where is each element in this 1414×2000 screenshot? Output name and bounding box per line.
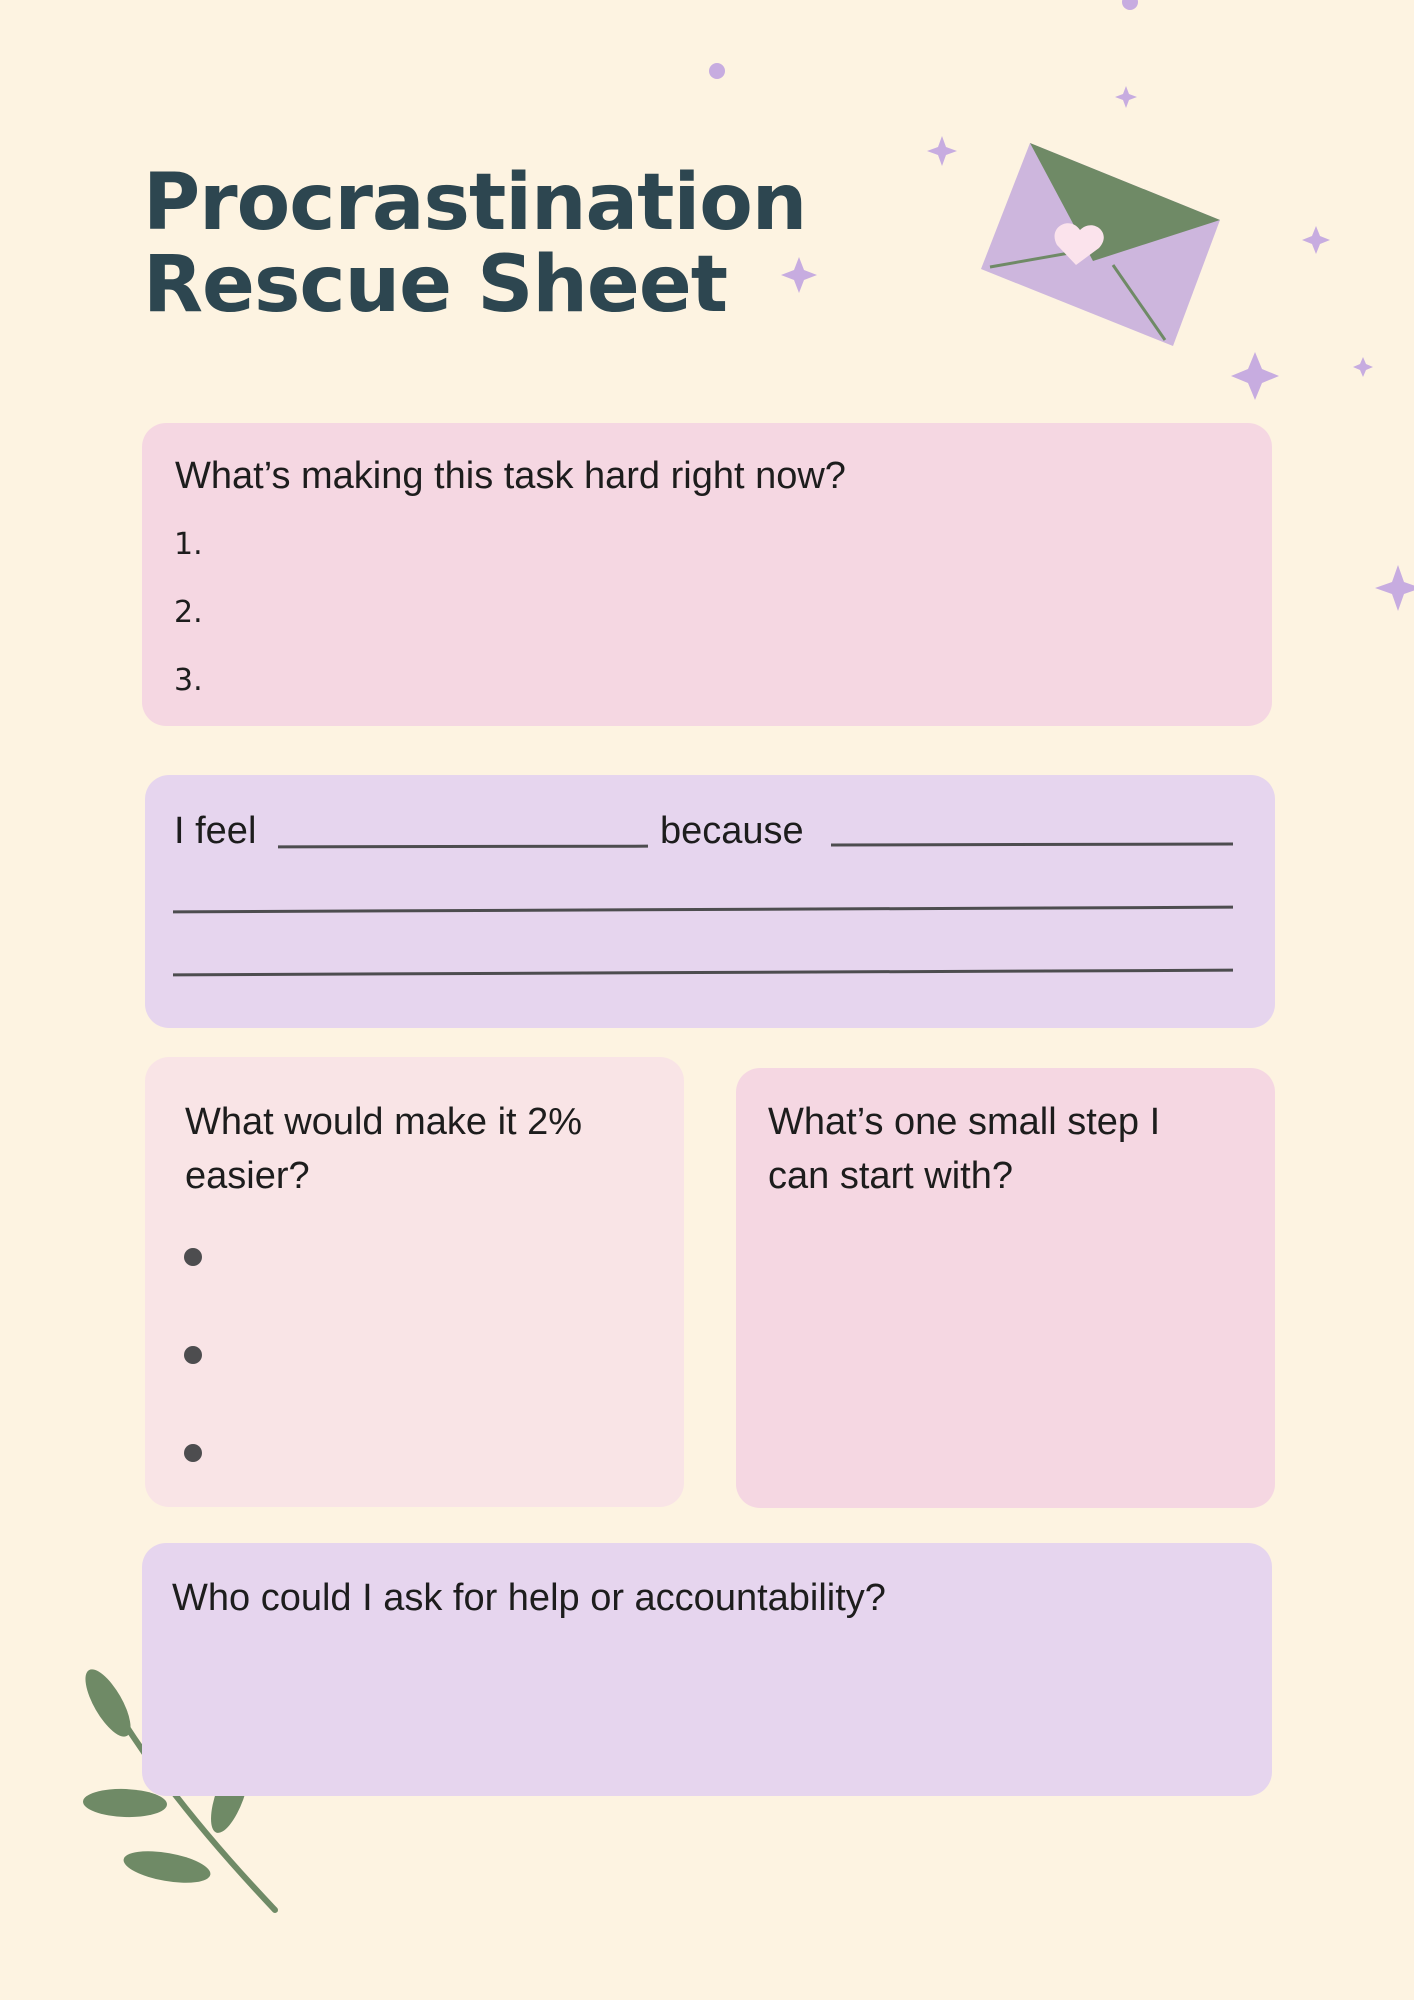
dot-decoration [709,63,725,79]
easier-question [185,1095,582,1203]
title-line-1: Procrastination [143,158,807,248]
task-difficulty-card [142,423,1272,726]
help-question: Who could I ask for help or accountability? [172,1577,886,1619]
help-card [142,1543,1272,1796]
writing-line [173,906,1233,914]
sparkle-icon [1375,565,1414,611]
bullet-point [184,1248,202,1266]
list-number-3: 3. [174,663,203,698]
sparkle-icon [1231,352,1279,400]
page-title [143,158,807,330]
list-number-2: 2. [174,595,203,630]
small-step-question-line-1: What’s one small step I [768,1101,1161,1143]
feeling-card [145,775,1275,1028]
easier-card [145,1057,684,1507]
easier-question-line-1: What would make it 2% [185,1101,583,1143]
sparkle-icon [1302,226,1330,254]
sparkle-icon [927,136,957,166]
feel-blank-line [278,845,648,849]
bullet-point [184,1444,202,1462]
sparkle-icon [1115,86,1137,108]
small-step-card [736,1068,1275,1508]
envelope-heart-icon [975,135,1235,365]
small-step-question [768,1095,1160,1203]
feel-prefix-label: I feel [174,810,257,852]
dot-decoration [1122,0,1138,10]
task-difficulty-question: What’s making this task hard right now? [175,455,846,497]
sparkle-icon [1353,357,1373,377]
because-label: because [660,810,804,852]
writing-line [173,969,1233,977]
because-blank-line [831,842,1233,846]
list-number-1: 1. [174,527,203,562]
easier-question-line-2: easier? [185,1155,310,1197]
small-step-question-line-2: can start with? [768,1155,1013,1197]
title-line-2: Rescue Sheet [143,240,728,330]
bullet-point [184,1346,202,1364]
